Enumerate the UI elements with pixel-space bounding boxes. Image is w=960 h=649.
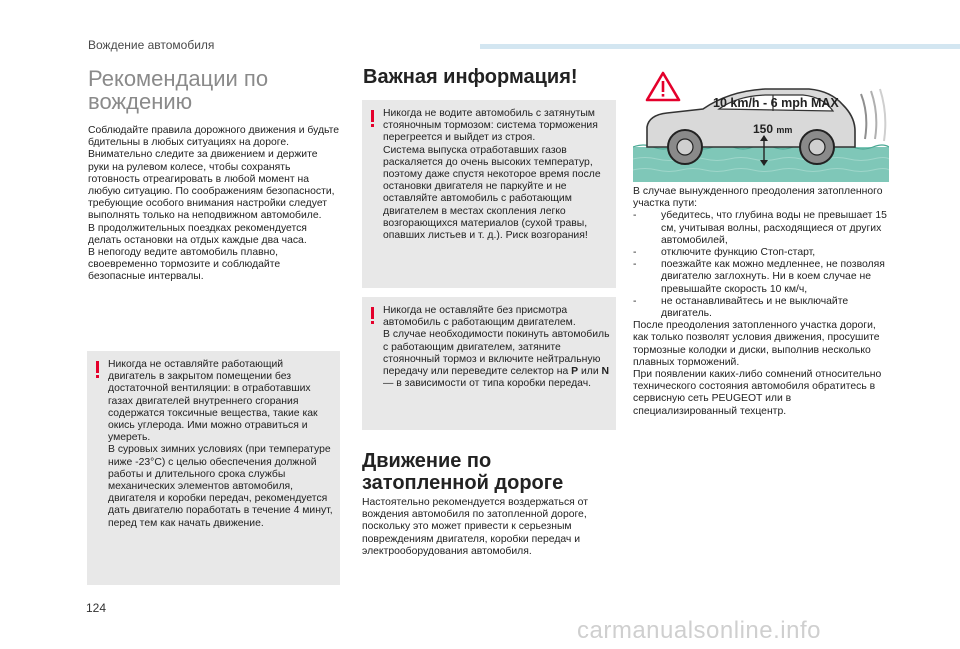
paragraph: Никогда не оставляйте без присмотра автомобиль с работающим двигателем.: [383, 305, 576, 329]
paragraph: Внимательно следите за движением и держите руки на рулевом колесе, чтобы сохранять готовность отреагировать в любой момент на любую ситуацию. По соображениям безопасности, требующие особого внимания настройки следует выполнять только на неподвижном автомобиле.: [88, 149, 335, 222]
paragraph: После преодоления затопленного участка дороги, как только позволят условия движения, просушите тормозные колодки и диски, выполнив несколько плавных торможений.: [633, 320, 880, 368]
paragraph: В суровых зимних условиях (при температуре ниже -23°C) с целью обеспечения должной работы и длительного срока службы механических элементов автомобиля, двигателя и коробки передач, рекомендуется дать двигателю поработать в течение 4 минут, перед тем как начать движение.: [108, 444, 333, 529]
recommendations-title: Рекомендации по вождению: [88, 66, 269, 114]
chapter-title: Вождение автомобиля: [88, 38, 215, 52]
depth-label: 150 mm: [753, 122, 793, 136]
important-title: Важная информация!: [363, 66, 578, 88]
paragraph: Система выпуска отработавших газов раскаляется до очень высоких температур, поэтому даже спустя некоторое время после остановки двигателя не паркуйте и не оставляйте автомобиль с работающим двигателем в местах скопления легко возгорающихся материалов (сухой травы, опавших листьев и т. д.). Риск возгорания!: [383, 144, 601, 242]
speed-limit-label: 10 km/h - 6 mph MAX: [713, 96, 839, 110]
list-item: - убедитесь, что глубина воды не превышает 15 см, учитывая волны, расходящиеся от других автомобилей,: [633, 210, 891, 247]
warning-box-parking-brake: [362, 100, 616, 288]
warning-box-ventilation: [87, 351, 340, 585]
paragraph: В случае вынужденного преодоления затопленного участка пути:: [633, 186, 883, 210]
warning-text: [383, 305, 610, 390]
gear-n-label: N: [601, 366, 610, 378]
paragraph: В продолжительных поездках рекомендуется делать остановки на отдых каждые два часа.: [88, 222, 307, 246]
text-part: — в зависимости от типа коробки передач.: [383, 378, 592, 390]
warning-exclamation-icon: [96, 361, 99, 379]
warning-text: [383, 108, 610, 242]
recommendations-text: [88, 125, 340, 284]
paragraph: Соблюдайте правила дорожного движения и будьте бдительны в любых ситуациях на дороге.: [88, 125, 340, 149]
flooded-road-text: Настоятельно рекомендуется воздержаться от вождения автомобиля по затопленной дороге, поскольку это может привести к серьезным повреждениям двигателя, коробки передач и электрооборудования автомобиля.: [362, 497, 588, 557]
text-part: или: [578, 366, 602, 378]
flooded-road-title: Движение по затопленной дороге: [362, 450, 564, 494]
warning-box-unattended: [362, 297, 616, 430]
paragraph: [383, 329, 610, 390]
watermark: carmanualsonline.info: [577, 617, 821, 644]
paragraph: В непогоду ведите автомобиль плавно, своевременно тормозите и соблюдайте безопасные интервалы.: [88, 247, 281, 283]
list-item: - не останавливайтесь и не выключайте двигатель.: [633, 296, 891, 320]
gear-p-label: P: [571, 366, 579, 378]
list-item: - поезжайте как можно медленнее, не позволяя двигателю заглохнуть. Ни в коем случае не превышайте скорость 10 км/ч,: [633, 259, 891, 296]
page-number: 124: [86, 601, 107, 615]
flood-illustration: [633, 69, 889, 182]
text-part: В случае необходимости покинуть автомобиль с работающим двигателем, затяните стояночный тормоз и включите нейтральную передачу или переведите селектор на: [383, 329, 610, 378]
list-item: - отключите функцию Стоп-старт,: [633, 247, 891, 259]
paragraph: При появлении каких-либо сомнений относительно технического состояния автомобиля обратитесь в сервисную сеть PEUGEOT или в специализированный техцентр.: [633, 369, 882, 417]
warning-text: [108, 359, 334, 530]
warning-exclamation-icon: [371, 110, 374, 128]
header-bar: [480, 44, 960, 49]
flood-steps-list: [633, 210, 891, 320]
warning-exclamation-icon: [371, 307, 374, 325]
paragraph: Никогда не оставляйте работающий двигатель в закрытом помещении без достаточной вентиляции: в отработавших газах двигателей внутреннего сгорания содержатся токсичные вещества, такие как окись углерода. Ими можно отравиться и умереть.: [108, 359, 318, 444]
paragraph: Никогда не водите автомобиль с затянутым стояночным тормозом: система торможения перегреется и выйдет из строя.: [383, 108, 598, 144]
flood-instructions: [633, 186, 891, 418]
